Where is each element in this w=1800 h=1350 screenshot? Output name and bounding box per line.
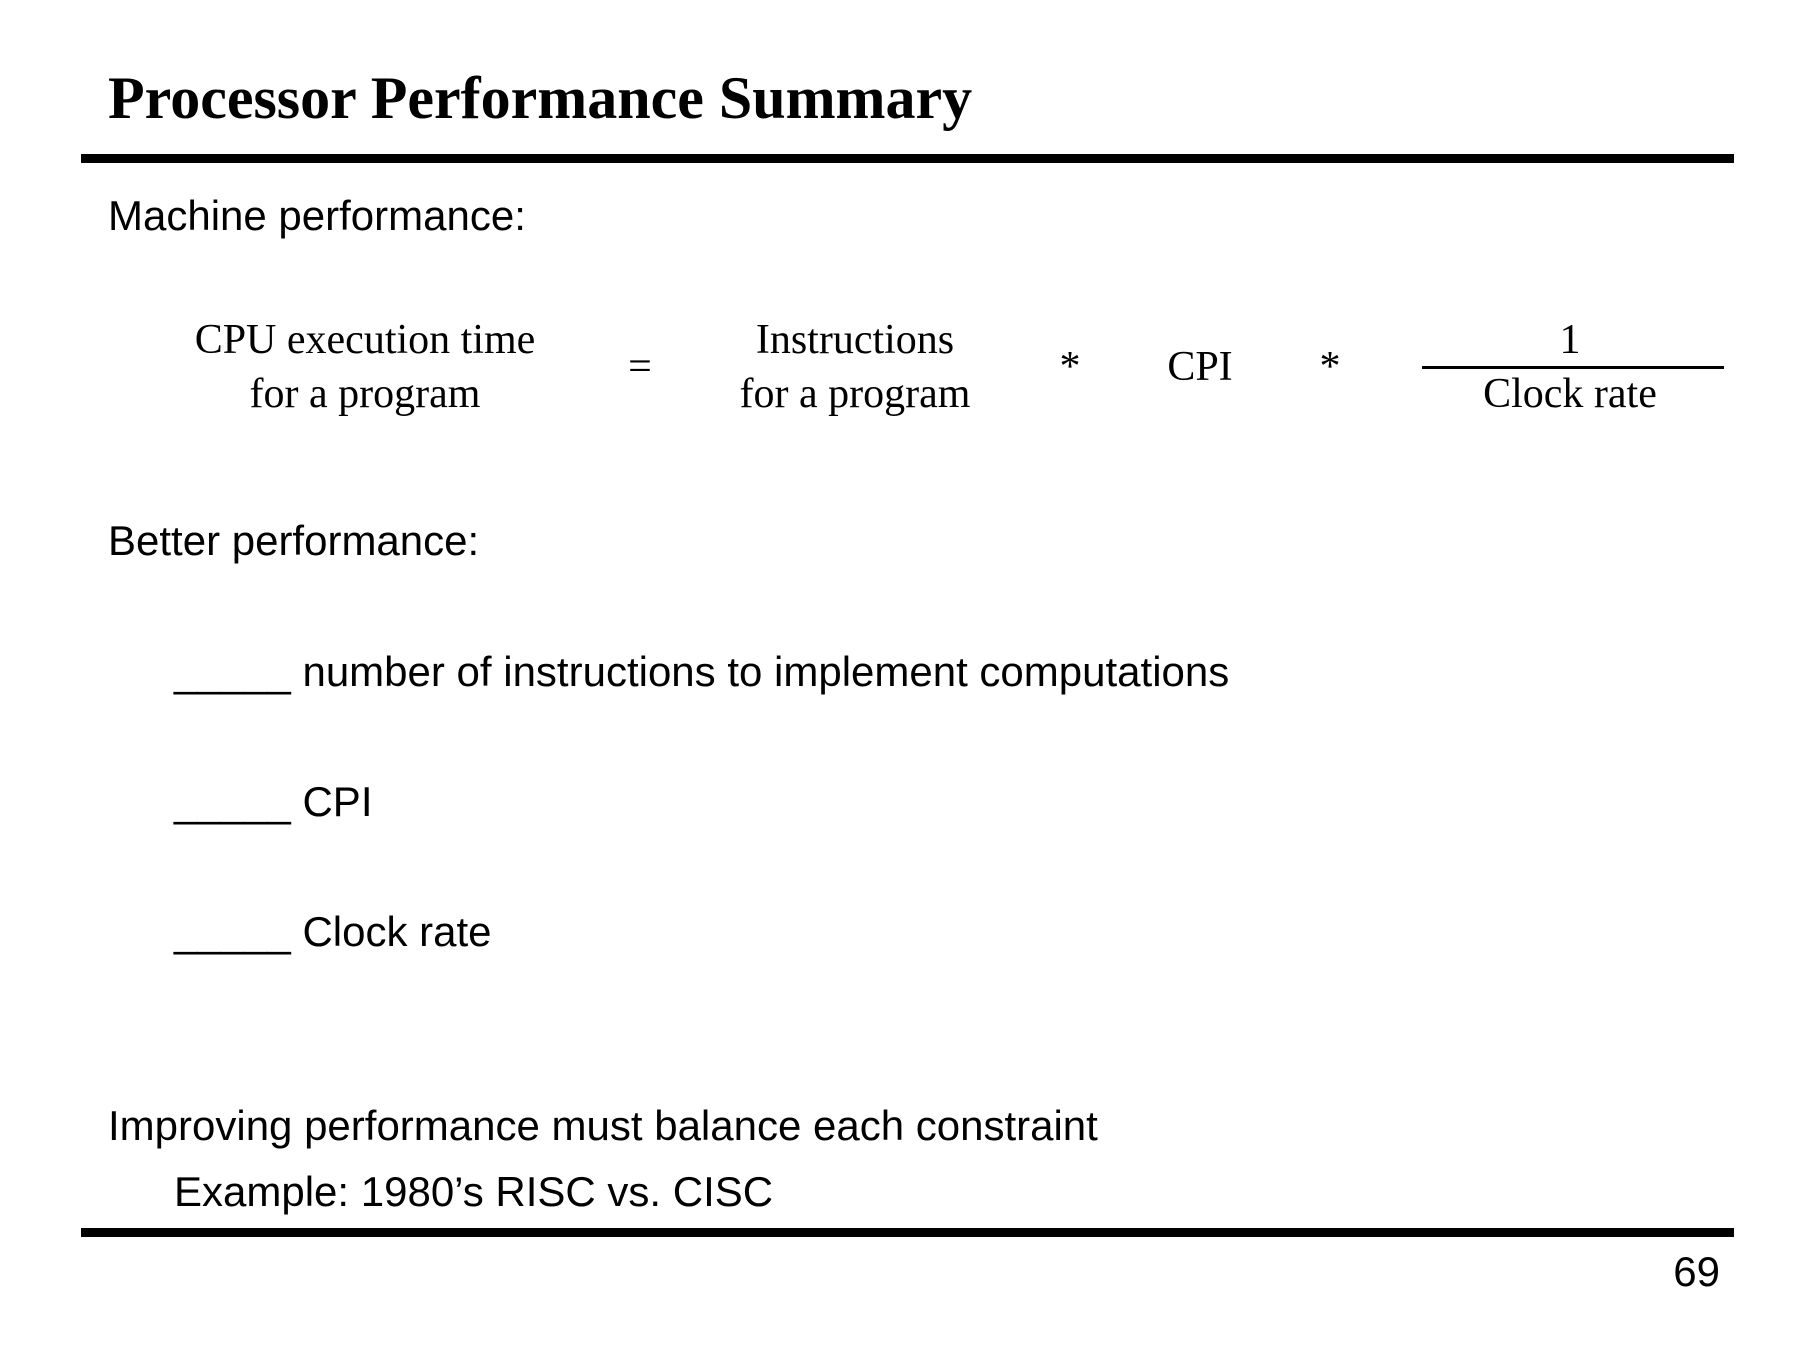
list-item-text: CPI (302, 778, 373, 825)
fill-in-blank: _____ (174, 648, 291, 695)
improving-performance-line: Improving performance must balance each constraint (108, 1102, 1098, 1149)
equation-instructions-line2: for a program (739, 371, 971, 417)
footer-divider (81, 1228, 1734, 1237)
list-item-text: number of instructions to implement computations (302, 648, 1230, 695)
equation-numerator: 1 (1559, 317, 1581, 363)
list-item (174, 907, 492, 957)
equation-multiply-2: * (1319, 344, 1341, 390)
slide-title: Processor Performance Summary (108, 65, 973, 131)
fill-in-blank: _____ (174, 908, 291, 955)
equation-lhs-line1: CPU execution time (194, 317, 536, 363)
equation-cpi: CPI (1167, 344, 1233, 390)
equation-equals: = (628, 344, 652, 390)
page-number: 69 (1673, 1248, 1720, 1295)
example-line: Example: 1980’s RISC vs. CISC (174, 1168, 774, 1215)
title-divider (81, 154, 1734, 163)
equation-instructions-line1: Instructions (755, 317, 955, 363)
equation-lhs-line2: for a program (249, 371, 481, 417)
list-item-text: Clock rate (302, 908, 492, 955)
fill-in-blank: _____ (174, 778, 291, 825)
list-item (174, 647, 1229, 697)
better-performance-heading: Better performance: (108, 517, 480, 564)
list-item (174, 777, 372, 827)
machine-performance-heading: Machine performance: (108, 192, 526, 239)
equation-denominator: Clock rate (1483, 371, 1657, 417)
equation-multiply-1: * (1059, 344, 1081, 390)
